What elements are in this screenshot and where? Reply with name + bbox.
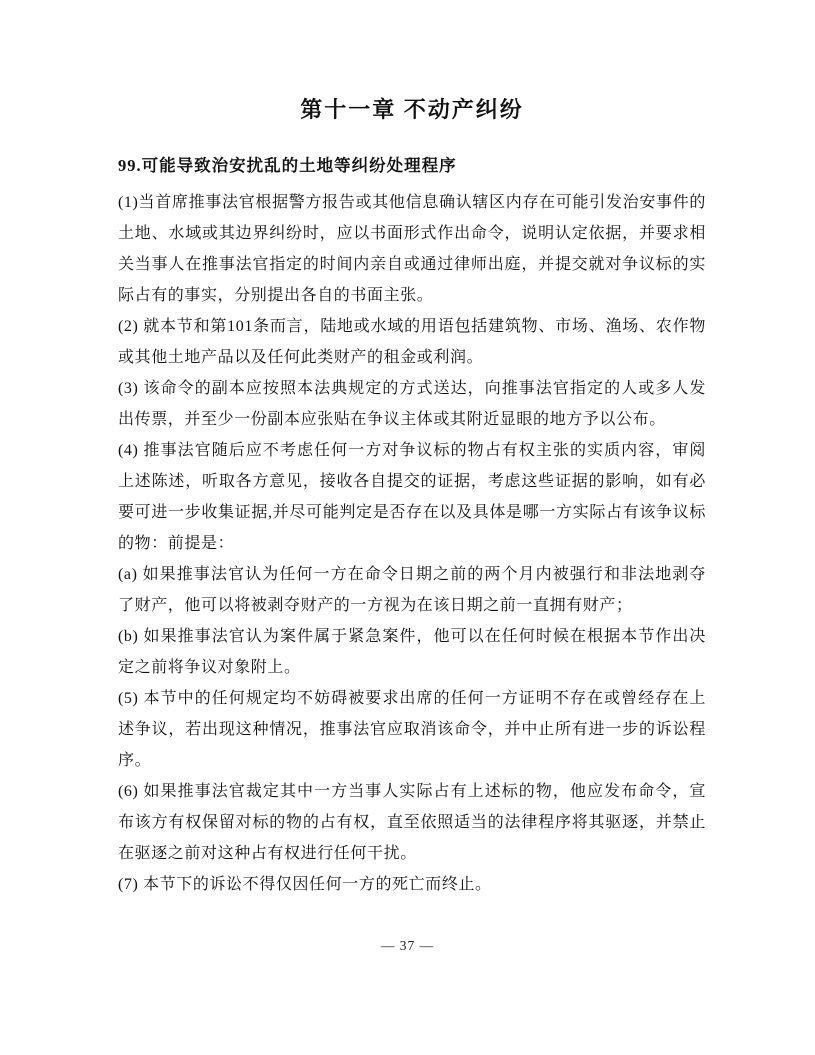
paragraph: (1)当首席推事法官根据警方报告或其他信息确认辖区内存在可能引发治安事件的土地、水域或其边界纠纷时，应以书面形式作出命令，说明认定依据，并要求相关当事人在推事法官指定的时间内亲自或通过律师出庭，并提交就对争议标的实际占有的事实，分别提出各自的书面主张。 bbox=[118, 194, 706, 304]
paragraph: (4) 推事法官随后应不考虑任何一方对争议标的物占有权主张的实质内容，审阅上述陈述，听取各方意见，接收各自提交的证据，考虑这些证据的影响，如有必要可进一步收集证据,并尽可能判定是否存在以及具体是哪一方实际占有该争议标的物：前提是： bbox=[118, 442, 706, 552]
body-text bbox=[118, 187, 706, 900]
section-heading: 99.可能导致治安扰乱的土地等纠纷处理程序 bbox=[118, 156, 457, 175]
paragraph: (3) 该命令的副本应按照本法典规定的方式送达，向推事法官指定的人或多人发出传票，并至少一份副本应张贴在争议主体或其附近显眼的地方予以公布。 bbox=[118, 380, 706, 428]
paragraph: (a) 如果推事法官认为任何一方在命令日期之前的两个月内被强行和非法地剥夺了财产，他可以将被剥夺财产的一方视为在该日期之前一直拥有财产； bbox=[118, 566, 706, 614]
page-number: — 37 — bbox=[380, 938, 435, 953]
paragraph: (7) 本节下的诉讼不得仅因任何一方的死亡而终止。 bbox=[118, 876, 492, 893]
paragraph: (2) 就本节和第101条而言，陆地或水域的用语包括建筑物、市场、渔场、农作物或其他土地产品以及任何此类财产的租金或利润。 bbox=[118, 318, 706, 366]
paragraph: (b) 如果推事法官认为案件属于紧急案件，他可以在任何时候在根据本节作出决定之前将争议对象附上。 bbox=[118, 628, 706, 676]
paragraph: (6) 如果推事法官裁定其中一方当事人实际占有上述标的物，他应发布命令，宣布该方有权保留对标的物的占有权，直至依照适当的法律程序将其驱逐，并禁止在驱逐之前对这种占有权进行任何干扰。 bbox=[118, 783, 706, 862]
page-content bbox=[118, 95, 706, 900]
chapter-title: 第十一章 不动产纠纷 bbox=[300, 97, 524, 122]
paragraph: (5) 本节中的任何规定均不妨碍被要求出席的任何一方证明不存在或曾经存在上述争议，若出现这种情况，推事法官应取消该命令，并中止所有进一步的诉讼程序。 bbox=[118, 690, 706, 769]
